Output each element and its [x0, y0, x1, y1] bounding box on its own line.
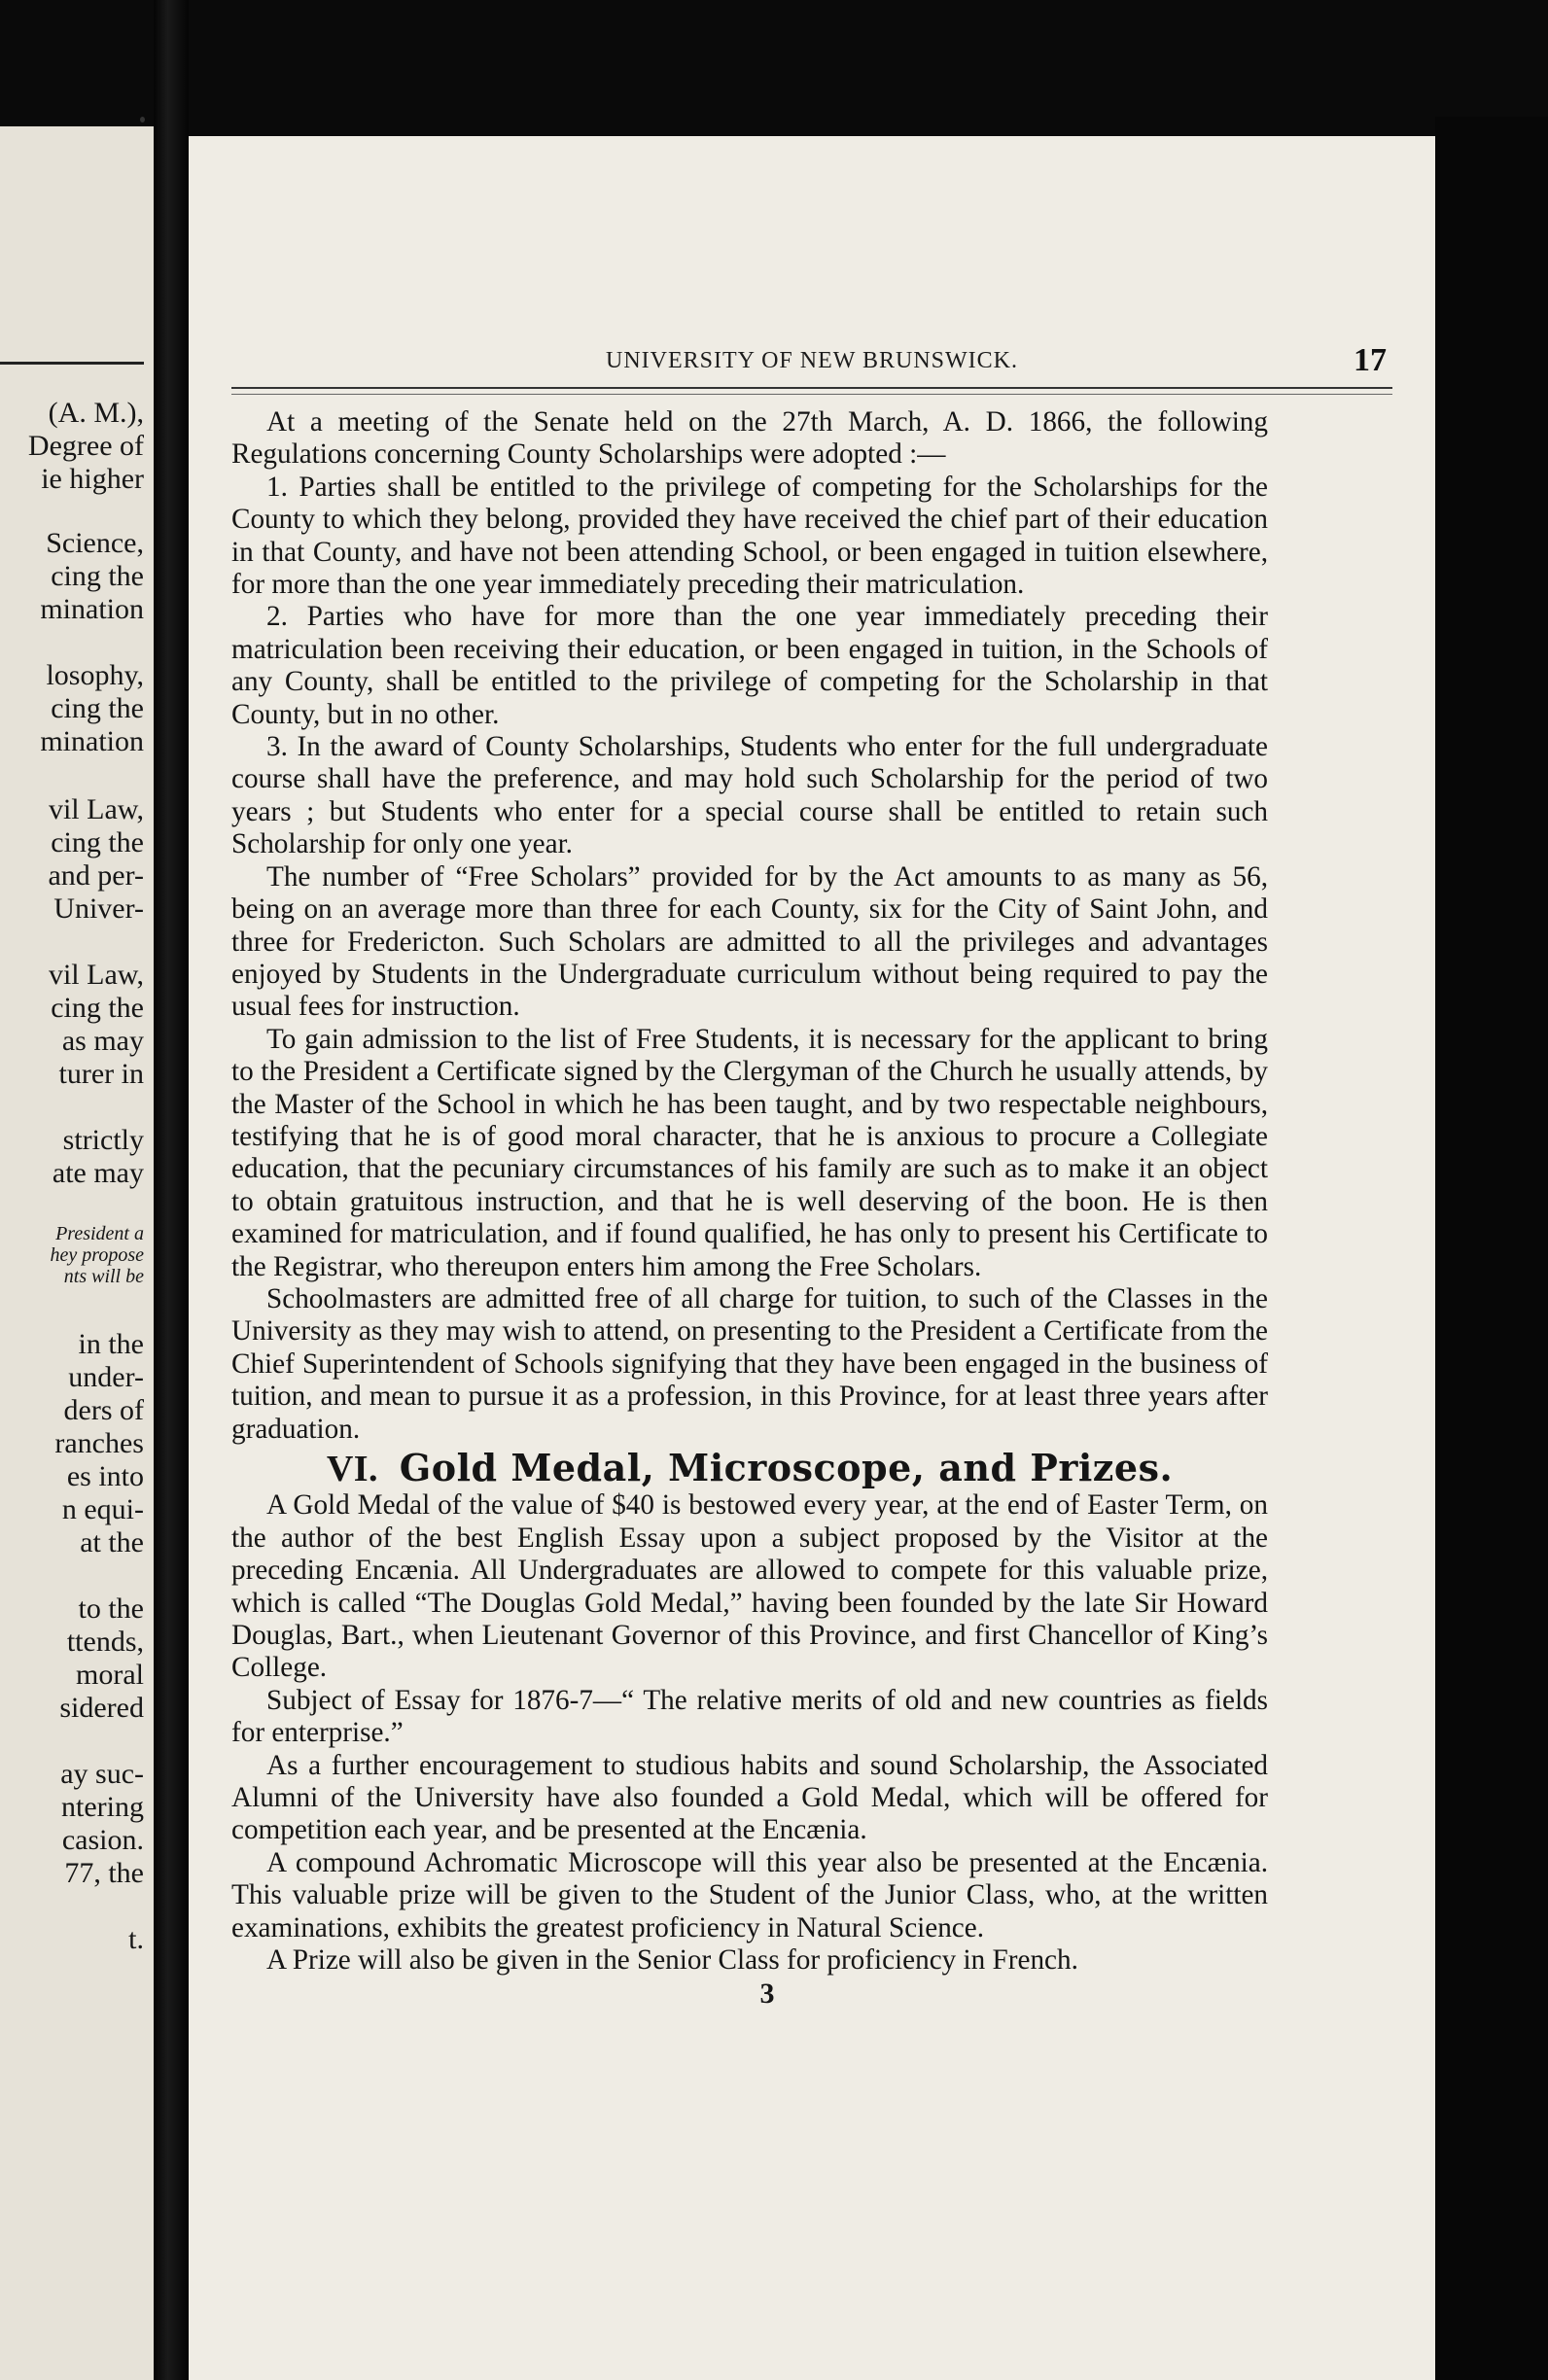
facing-page-fragment: President a	[55, 1223, 144, 1244]
section-heading	[231, 1446, 1268, 1489]
paragraph: To gain admission to the list of Free Students, it is necessary for the applicant to bring to the President a Certificate signed by the Clergyman of the Church he usually attends, by the Master of the School in which he has been taught, and by two respectable neighbours, testifying that he is of good moral character, that he is anxious to procure a Collegiate education, that the pecuniary circumstances of his family are such as to make it an object to obtain gratuitous instruction, and that he is well deserving of the boon. He is then examined for matriculation, and if found qualified, he has only to present his Certificate to the Registrar, who thereupon enters him among the Free Scholars.	[231, 1023, 1268, 1282]
facing-page-fragment: cing the	[51, 826, 144, 858]
book-binding-gutter	[154, 0, 189, 2380]
facing-page-fragment: losophy,	[46, 659, 144, 691]
header-rule	[231, 387, 1392, 389]
facing-page-fragment: t.	[128, 1923, 144, 1955]
facing-page-fragment: hey propose	[50, 1244, 144, 1266]
facing-page-fragment: in the	[78, 1328, 144, 1360]
paragraph: A Prize will also be given in the Senior Class for proficiency in French.	[266, 1944, 1078, 1977]
facing-page-fragment: casion.	[61, 1824, 144, 1856]
facing-page-fragment: mination	[40, 593, 144, 625]
facing-page-fragment: ntering	[61, 1791, 144, 1823]
section-number: VI.	[326, 1449, 379, 1489]
facing-page-rule	[0, 362, 144, 365]
facing-page-fragment: Degree of	[27, 430, 144, 462]
facing-page-fragment: cing the	[51, 692, 144, 724]
facing-page-fragment: at the	[80, 1526, 144, 1558]
facing-page-fragment: strictly	[62, 1124, 144, 1156]
paragraph: 3. In the award of County Scholarships, Students who enter for the full undergraduate course shall have the preference, and may hold such Scholarship for the period of two years ; but Students who enter for a special course shall be entitled to retain such Scholarship for only one year.	[231, 731, 1268, 860]
facing-page-fragment: n equi-	[61, 1493, 144, 1525]
facing-page-fragment: as may	[61, 1025, 144, 1057]
facing-page-fragment: under-	[68, 1361, 144, 1393]
paragraph: A compound Achromatic Microscope will this year also be presented at the Encænia. This valuable prize will be given to the Student of the Junior Class, who, at the written examinations, exhibits the greatest proficiency in Natural Science.	[231, 1846, 1268, 1943]
facing-page-fragment: Science,	[46, 527, 144, 559]
facing-page-fragment: sidered	[59, 1692, 144, 1724]
section-title: Gold Medal, Microscope, and Prizes.	[399, 1446, 1174, 1489]
paragraph: 2. Parties who have for more than the one year immediately preceding their matriculation been receiving their education, or been engaged in tuition, in the Schools of any County, shall be entitled to the privilege of competing for the Scholarship in that County, but in no other.	[231, 601, 1268, 730]
facing-page-fragment: ranches	[54, 1427, 144, 1459]
paragraph: Schoolmasters are admitted free of all charge for tuition, to such of the Classes in the University as they may wish to attend, on presenting to the President a Certificate from the Chief Superintendent of Schools signifying that they have been engaged in the business of tuition, and mean to pursue it as a profession, in this Province, for at least three years after graduation.	[231, 1282, 1268, 1445]
facing-page-fragment: vil Law,	[48, 959, 144, 991]
speck	[140, 117, 145, 122]
page-number: 17	[1354, 342, 1387, 378]
facing-page-fragment: ate may	[52, 1157, 144, 1189]
facing-page-fragment: cing the	[51, 992, 144, 1024]
facing-page-fragment: mination	[40, 725, 144, 757]
facing-page-fragment: and per-	[48, 859, 144, 892]
paragraph: The number of “Free Scholars” provided for by the Act amounts to as many as 56, being on an average more than three for each County, six for the City of Saint John, and three for Fredericton. Such Scholars are admitted to all the privileges and advantages enjoyed by Students in the Undergraduate curriculum without being required to pay the usual fees for instruction.	[231, 860, 1268, 1023]
facing-page-fragment: to the	[78, 1592, 144, 1625]
body-text	[231, 406, 1268, 2010]
facing-page-fragment: cing the	[51, 560, 144, 592]
facing-page-fragment: vil Law,	[48, 793, 144, 825]
header-rule-thin	[231, 394, 1392, 395]
signature-mark: 3	[759, 1977, 775, 2010]
scan-edge-dark	[1435, 117, 1548, 2380]
paragraph: At a meeting of the Senate held on the 27th March, A. D. 1866, the following Regulations concerning County Scholarships were adopted :—	[231, 406, 1268, 471]
paragraph: Subject of Essay for 1876-7—“ The relative merits of old and new countries as fields for enterprise.”	[231, 1684, 1268, 1749]
facing-page-fragment: ders of	[63, 1394, 144, 1426]
facing-page-fragment: es into	[66, 1460, 144, 1492]
facing-page-fragment: 77, the	[64, 1857, 144, 1889]
facing-page-fragment: ie higher	[41, 463, 144, 495]
paragraph: 1. Parties shall be entitled to the privilege of competing for the Scholarships for the County to which they belong, provided they have received the chief part of their education in that County, and have not been attending School, or been engaged in tuition elsewhere, for more than the one year immediately preceding their matriculation.	[231, 471, 1268, 601]
paragraph: As a further encouragement to studious habits and sound Scholarship, the Associated Alumni of the University have also founded a Gold Medal, which will be offered for competition each year, and be presented at the Encænia.	[231, 1749, 1268, 1846]
facing-page-fragment: nts will be	[63, 1266, 144, 1287]
facing-page-fragment: turer in	[58, 1058, 144, 1090]
paragraph: A Gold Medal of the value of $40 is bestowed every year, at the end of Easter Term, on the author of the best English Essay upon a subject proposed by the Visitor at the preceding Encænia. All Undergraduates are allowed to compete for this valuable prize, which is called “The Douglas Gold Medal,” having been founded by the late Sir Howard Douglas, Bart., when Lieutenant Governor of this Province, and first Chancellor of King’s College.	[231, 1489, 1268, 1684]
facing-page-fragment: (A. M.),	[48, 397, 144, 429]
facing-page-strip	[0, 126, 154, 2380]
running-head: UNIVERSITY OF NEW BRUNSWICK.	[606, 348, 1018, 373]
page-header	[189, 342, 1435, 387]
facing-page-fragment: ttends,	[66, 1626, 144, 1658]
book-page	[189, 136, 1435, 2380]
facing-page-fragment: moral	[76, 1659, 144, 1691]
facing-page-fragment: ay suc-	[60, 1758, 144, 1790]
facing-page-fragment: Univer-	[53, 892, 144, 925]
